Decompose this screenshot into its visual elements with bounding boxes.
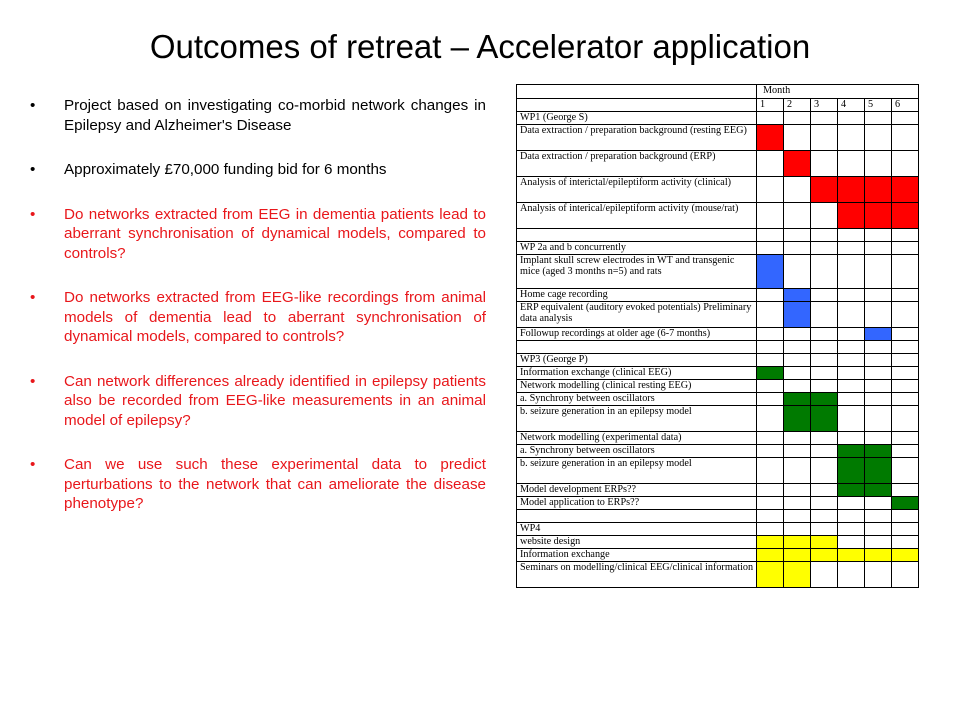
gantt-empty-cell	[865, 302, 892, 328]
gantt-empty-cell	[784, 367, 811, 380]
gantt-empty-cell	[892, 523, 919, 536]
gantt-empty-cell	[865, 242, 892, 255]
gantt-row	[517, 393, 919, 406]
gantt-bar-cell	[784, 562, 811, 588]
gantt-empty-cell	[838, 354, 865, 367]
gantt-empty-cell	[838, 523, 865, 536]
bullet-dot-icon: •	[30, 289, 36, 306]
task-label: Model application to ERPs??	[517, 497, 757, 510]
gantt-empty-cell	[811, 458, 838, 484]
gantt-empty-cell	[784, 125, 811, 151]
gantt-bar-cell	[892, 177, 919, 203]
gantt-bar-cell	[784, 302, 811, 328]
gantt-empty-cell	[757, 406, 784, 432]
gantt-empty-cell	[865, 536, 892, 549]
gantt-empty-cell	[757, 177, 784, 203]
gantt-empty-cell	[784, 523, 811, 536]
gantt-bar-cell	[838, 177, 865, 203]
gantt-empty-cell	[865, 380, 892, 393]
gantt-empty-cell	[892, 289, 919, 302]
task-label: Followup recordings at older age (6-7 months)	[517, 328, 757, 341]
gantt-empty-cell	[838, 289, 865, 302]
gantt-empty-cell	[811, 242, 838, 255]
gantt-empty-cell	[892, 484, 919, 497]
gantt-empty-cell	[784, 497, 811, 510]
gantt-empty-cell	[865, 510, 892, 523]
gantt-row	[517, 380, 919, 393]
gantt-months-row	[517, 99, 919, 112]
task-label: Network modelling (experimental data)	[517, 432, 757, 445]
gantt-empty-cell	[757, 523, 784, 536]
gantt-empty-cell	[892, 445, 919, 458]
gantt-empty-cell	[811, 432, 838, 445]
gantt-empty-cell	[784, 328, 811, 341]
task-label: Data extraction / preparation background (ERP)	[517, 151, 757, 177]
gantt-empty-cell	[784, 255, 811, 289]
gantt-empty-cell	[811, 510, 838, 523]
gantt-empty-cell	[757, 229, 784, 242]
gantt-row	[517, 255, 919, 289]
gantt-empty-cell	[811, 523, 838, 536]
gantt-empty-cell	[811, 302, 838, 328]
gantt-bar-cell	[838, 484, 865, 497]
gantt-empty-cell	[784, 432, 811, 445]
month-number: 5	[865, 99, 892, 112]
gantt-bar-cell	[811, 177, 838, 203]
task-label: b. seizure generation in an epilepsy model	[517, 406, 757, 432]
gantt-empty-cell	[784, 203, 811, 229]
bullet-item	[30, 455, 486, 514]
gantt-empty-cell	[892, 151, 919, 177]
gantt-empty-cell	[865, 367, 892, 380]
gantt-bar-cell	[784, 536, 811, 549]
bullet-item	[30, 160, 486, 180]
gantt-empty-cell	[811, 484, 838, 497]
gantt-empty-cell	[811, 497, 838, 510]
gantt-empty-cell	[784, 229, 811, 242]
gantt-bar-cell	[757, 549, 784, 562]
gantt-empty-cell	[811, 445, 838, 458]
gantt-empty-cell	[811, 125, 838, 151]
gantt-row	[517, 406, 919, 432]
gantt-empty-cell	[811, 255, 838, 289]
gantt-bar-cell	[865, 328, 892, 341]
gantt-row	[517, 341, 919, 354]
gantt-bar-cell	[811, 406, 838, 432]
gantt-empty-cell	[784, 242, 811, 255]
gantt-bar-cell	[865, 458, 892, 484]
bullet-text: Can we use such these experimental data to predict perturbations to the network that can ameliorate the disease phenotype?	[64, 456, 486, 512]
gantt-empty-cell	[838, 255, 865, 289]
gantt-bar-cell	[784, 151, 811, 177]
gantt-empty-cell	[865, 432, 892, 445]
gantt-empty-cell	[892, 367, 919, 380]
gantt-empty-cell	[838, 432, 865, 445]
gantt-empty-cell	[811, 562, 838, 588]
task-label: Information exchange	[517, 549, 757, 562]
gantt-row	[517, 562, 919, 588]
gantt-row	[517, 497, 919, 510]
gantt-row	[517, 484, 919, 497]
gantt-empty-cell	[811, 354, 838, 367]
gantt-bar-cell	[757, 536, 784, 549]
gantt-empty-cell	[892, 255, 919, 289]
gantt-empty-cell	[865, 523, 892, 536]
task-label: WP 2a and b concurrently	[517, 242, 757, 255]
gantt-bar-cell	[892, 497, 919, 510]
gantt-empty-cell	[784, 354, 811, 367]
bullet-text: Do networks extracted from EEG in dementia patients lead to aberrant synchronisation of dynamical models, compared to controls?	[64, 205, 486, 262]
gantt-header-row	[517, 85, 919, 99]
gantt-empty-cell	[838, 112, 865, 125]
task-label	[517, 510, 757, 523]
gantt-empty-cell	[757, 289, 784, 302]
task-label: Implant skull screw electrodes in WT and transgenic mice (aged 3 months n=5) and rats	[517, 255, 757, 289]
gantt-empty-cell	[865, 341, 892, 354]
task-label: Information exchange (clinical EEG)	[517, 367, 757, 380]
gantt-corner-cell	[517, 85, 757, 99]
gantt-empty-cell	[838, 328, 865, 341]
gantt-row	[517, 458, 919, 484]
gantt-row	[517, 242, 919, 255]
gantt-empty-cell	[892, 510, 919, 523]
gantt-empty-cell	[757, 497, 784, 510]
gantt-empty-cell	[838, 406, 865, 432]
task-label: Model development ERPs??	[517, 484, 757, 497]
gantt-bar-cell	[784, 393, 811, 406]
gantt-empty-cell	[811, 328, 838, 341]
gantt-empty-cell	[865, 125, 892, 151]
gantt-empty-cell	[838, 242, 865, 255]
bullet-item	[30, 372, 486, 431]
task-label: Network modelling (clinical resting EEG)	[517, 380, 757, 393]
gantt-bar-cell	[865, 177, 892, 203]
gantt-bar-cell	[838, 203, 865, 229]
gantt-bar-cell	[865, 203, 892, 229]
gantt-empty-cell	[838, 367, 865, 380]
gantt-empty-cell	[811, 151, 838, 177]
gantt-row	[517, 367, 919, 380]
gantt-bar-cell	[838, 458, 865, 484]
gantt-empty-cell	[811, 229, 838, 242]
gantt-empty-cell	[811, 380, 838, 393]
gantt-row	[517, 549, 919, 562]
gantt-empty-cell	[784, 380, 811, 393]
bullet-dot-icon: •	[30, 372, 36, 390]
gantt-row	[517, 354, 919, 367]
gantt-bar-cell	[811, 536, 838, 549]
gantt-empty-cell	[892, 341, 919, 354]
bullet-text: Project based on investigating co-morbid network changes in Epilepsy and Alzheimer's Disease	[64, 97, 486, 134]
gantt-empty-cell	[838, 562, 865, 588]
task-label: Analysis of interictal/epileptiform activity (clinical)	[517, 177, 757, 203]
task-label: Seminars on modelling/clinical EEG/clinical information	[517, 562, 757, 588]
gantt-empty-cell	[811, 367, 838, 380]
task-label: ERP equivalent (auditory evoked potentials) Preliminary data analysis	[517, 302, 757, 328]
gantt-empty-cell	[757, 328, 784, 341]
gantt-empty-cell	[757, 354, 784, 367]
gantt-bar-cell	[838, 549, 865, 562]
gantt-empty-cell	[892, 242, 919, 255]
gantt-empty-cell	[892, 229, 919, 242]
gantt-empty-cell	[757, 302, 784, 328]
gantt-bar-cell	[784, 289, 811, 302]
gantt-empty-cell	[865, 562, 892, 588]
gantt-empty-cell	[838, 125, 865, 151]
gantt-empty-cell	[811, 112, 838, 125]
gantt-row	[517, 536, 919, 549]
month-number: 2	[784, 99, 811, 112]
bullet-item	[30, 288, 486, 347]
gantt-empty-cell	[757, 380, 784, 393]
task-label: WP3 (George P)	[517, 354, 757, 367]
gantt-empty-cell	[838, 393, 865, 406]
gantt-row	[517, 112, 919, 125]
bullet-dot-icon: •	[30, 161, 36, 178]
bullet-text: Can network differences already identified in epilepsy patients also be recorded from EEG-like measurements in an animal model of epilepsy?	[64, 372, 486, 429]
gantt-bar-cell	[865, 484, 892, 497]
month-number: 6	[892, 99, 919, 112]
gantt-empty-cell	[892, 380, 919, 393]
gantt-empty-cell	[892, 562, 919, 588]
gantt-empty-cell	[865, 354, 892, 367]
gantt-empty-cell	[757, 510, 784, 523]
bullet-text: Approximately £70,000 funding bid for 6 months	[64, 161, 387, 178]
task-label: a. Synchrony between oscillators	[517, 445, 757, 458]
gantt-empty-cell	[892, 354, 919, 367]
task-label: website design	[517, 536, 757, 549]
gantt-bar-cell	[865, 445, 892, 458]
gantt-empty-cell	[757, 203, 784, 229]
gantt-bar-cell	[892, 549, 919, 562]
gantt-empty-cell	[784, 177, 811, 203]
gantt-empty-cell	[838, 151, 865, 177]
gantt-bar-cell	[757, 255, 784, 289]
gantt-empty-cell	[892, 125, 919, 151]
gantt-bar-cell	[757, 562, 784, 588]
gantt-bar-cell	[811, 393, 838, 406]
gantt-empty-cell	[892, 432, 919, 445]
gantt-empty-cell	[784, 458, 811, 484]
gantt-empty-cell	[865, 229, 892, 242]
gantt-row	[517, 177, 919, 203]
gantt-empty-cell	[865, 406, 892, 432]
gantt-empty-cell	[784, 484, 811, 497]
gantt-chart-table	[516, 84, 919, 588]
task-label: b. seizure generation in an epilepsy model	[517, 458, 757, 484]
gantt-empty-cell	[757, 458, 784, 484]
gantt-empty-cell	[865, 497, 892, 510]
gantt-empty-cell	[811, 341, 838, 354]
gantt-empty-cell	[892, 328, 919, 341]
gantt-empty-cell	[892, 458, 919, 484]
task-label: WP1 (George S)	[517, 112, 757, 125]
gantt-empty-cell	[784, 445, 811, 458]
month-header: Month	[757, 85, 919, 99]
gantt-empty-cell	[784, 341, 811, 354]
task-label: a. Synchrony between oscillators	[517, 393, 757, 406]
task-label: WP4	[517, 523, 757, 536]
gantt-bar-cell	[757, 125, 784, 151]
gantt-empty-cell	[838, 380, 865, 393]
gantt-row	[517, 289, 919, 302]
gantt-empty-cell	[811, 203, 838, 229]
gantt-row	[517, 151, 919, 177]
gantt-row	[517, 523, 919, 536]
gantt-row	[517, 229, 919, 242]
gantt-row	[517, 445, 919, 458]
gantt-empty-cell	[838, 497, 865, 510]
gantt-empty-cell	[892, 406, 919, 432]
gantt-empty-cell	[757, 393, 784, 406]
gantt-empty-cell	[838, 341, 865, 354]
gantt-empty-cell	[784, 112, 811, 125]
gantt-bar-cell	[784, 406, 811, 432]
bullet-dot-icon: •	[30, 205, 36, 223]
gantt-empty-cell	[838, 229, 865, 242]
gantt-row	[517, 125, 919, 151]
month-number: 1	[757, 99, 784, 112]
gantt-bar-cell	[838, 445, 865, 458]
gantt-row	[517, 328, 919, 341]
gantt-row	[517, 302, 919, 328]
gantt-row	[517, 432, 919, 445]
bullet-list	[30, 96, 486, 539]
gantt-empty-cell	[865, 112, 892, 125]
month-number: 4	[838, 99, 865, 112]
gantt-empty-cell	[757, 432, 784, 445]
task-label: Analysis of interical/epileptiform activity (mouse/rat)	[517, 203, 757, 229]
gantt-row	[517, 203, 919, 229]
gantt-empty-cell	[865, 255, 892, 289]
gantt-empty-cell	[757, 242, 784, 255]
gantt-empty-cell	[838, 302, 865, 328]
slide-title: Outcomes of retreat – Accelerator application	[149, 28, 811, 65]
gantt-empty-cell	[865, 151, 892, 177]
month-number: 3	[811, 99, 838, 112]
gantt-empty-cell	[892, 536, 919, 549]
task-label	[517, 341, 757, 354]
bullet-item	[30, 96, 486, 135]
gantt-empty-cell	[784, 510, 811, 523]
task-label	[517, 229, 757, 242]
bullet-dot-icon: •	[30, 97, 36, 114]
gantt-row	[517, 510, 919, 523]
gantt-bar-cell	[892, 203, 919, 229]
gantt-empty-cell	[757, 112, 784, 125]
gantt-empty-cell	[865, 289, 892, 302]
gantt-empty-cell	[838, 510, 865, 523]
gantt-empty-cell	[892, 112, 919, 125]
gantt-bar-cell	[784, 549, 811, 562]
gantt-corner-cell	[517, 99, 757, 112]
gantt-empty-cell	[811, 289, 838, 302]
bullet-item	[30, 205, 486, 264]
gantt-empty-cell	[838, 536, 865, 549]
gantt-empty-cell	[757, 484, 784, 497]
task-label: Home cage recording	[517, 289, 757, 302]
bullet-text: Do networks extracted from EEG-like recordings from animal models of dementia lead to aberrant synchronisation of dynamical models, compared to controls?	[64, 289, 486, 345]
task-label: Data extraction / preparation background (resting EEG)	[517, 125, 757, 151]
gantt-bar-cell	[865, 549, 892, 562]
gantt-empty-cell	[757, 341, 784, 354]
gantt-bar-cell	[811, 549, 838, 562]
gantt-empty-cell	[757, 445, 784, 458]
bullet-dot-icon: •	[30, 456, 36, 473]
gantt-bar-cell	[757, 367, 784, 380]
gantt-empty-cell	[757, 151, 784, 177]
gantt-empty-cell	[865, 393, 892, 406]
gantt-empty-cell	[892, 302, 919, 328]
gantt-empty-cell	[892, 393, 919, 406]
